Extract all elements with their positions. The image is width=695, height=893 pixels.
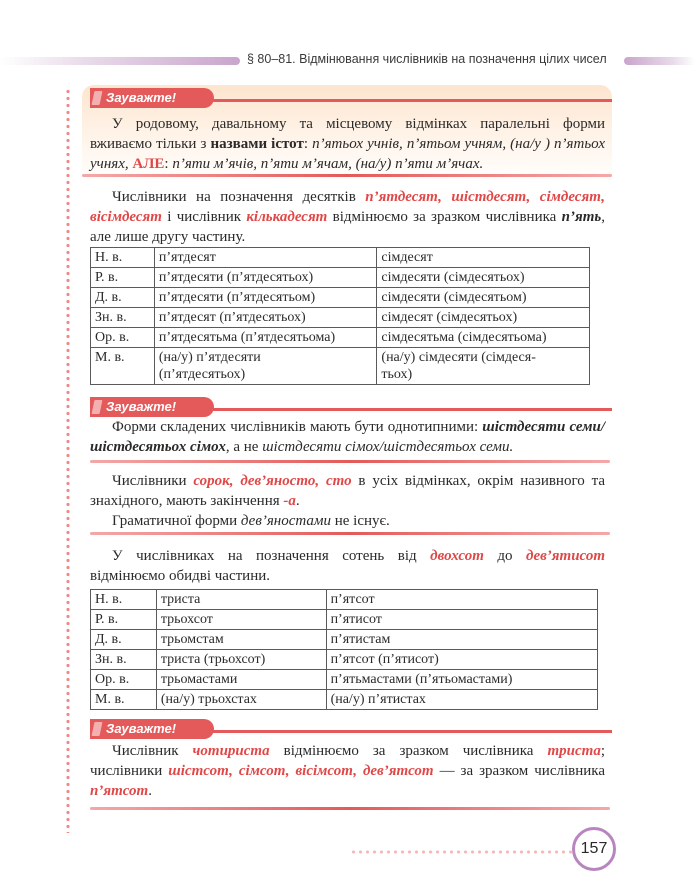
devyanostamy-paragraph: Граматичної форми дев’яностами не існує. <box>112 513 390 529</box>
note-tag-line <box>212 730 612 733</box>
form-cell: сімдесят <box>377 248 590 268</box>
form-cell: п’ятисот <box>326 610 597 630</box>
form-cell: трьохсот <box>156 610 326 630</box>
table-row <box>91 288 590 308</box>
form-cell: п’ятдесяти (п’ятдесятьом) <box>154 288 377 308</box>
form-cell: (на/у) п’ятдесяти (п’ятдесятьох) <box>154 348 377 385</box>
case-cell: Н. в. <box>91 590 157 610</box>
page-number: 157 <box>572 827 616 871</box>
form-cell: п’ятьмастами (п’ятьомастами) <box>326 670 597 690</box>
form-cell: (на/у) сімдесяти (сімдеся- тьох) <box>377 348 590 385</box>
hundreds-paragraph: У числівниках на позначення сотень від двохсот до дев’ятисот відмінюємо обидві частини. <box>90 548 605 584</box>
table-row <box>91 328 590 348</box>
tag-marker-icon <box>92 91 103 105</box>
margin-dots <box>66 88 70 833</box>
note-tag-line <box>212 408 612 411</box>
case-cell: Зн. в. <box>91 308 155 328</box>
table-row <box>91 590 598 610</box>
form-cell: п’ятсот (п’ятисот) <box>326 650 597 670</box>
form-cell: сімдесятьма (сімдесятьома) <box>377 328 590 348</box>
case-cell: М. в. <box>91 690 157 710</box>
note2-text: Форми складених числівників мають бути однотипними: шістдесяти семи/шістдесятьох сімох, а не шістдесяти сімох/шістдесятьох семи. <box>90 419 605 455</box>
table-row <box>91 308 590 328</box>
note-tag-label: Зауважте! <box>106 721 177 736</box>
case-cell: Р. в. <box>91 268 155 288</box>
table-row <box>91 268 590 288</box>
case-cell: Н. в. <box>91 248 155 268</box>
form-cell: (на/у) трьохстах <box>156 690 326 710</box>
header-rule-right <box>624 57 695 65</box>
divider <box>82 174 612 177</box>
table-row <box>91 248 590 268</box>
divider <box>90 460 610 463</box>
table-row <box>91 690 598 710</box>
note-tag-3 <box>90 719 214 739</box>
form-cell: триста <box>156 590 326 610</box>
form-cell: трьомстам <box>156 630 326 650</box>
table-row <box>91 650 598 670</box>
tag-marker-icon <box>92 400 103 414</box>
divider <box>90 532 610 535</box>
sorok-paragraph: Числівники сорок, дев’яносто, сто в усіх відмінках, окрім називного та знахідного, мають закінчення -а. <box>90 473 605 509</box>
divider <box>90 807 610 810</box>
case-cell: Р. в. <box>91 610 157 630</box>
note-tag-1 <box>90 88 214 108</box>
note-tag-2 <box>90 397 214 417</box>
section-title: § 80–81. Відмінювання числівників на позначення цілих чисел <box>247 52 607 66</box>
case-cell: М. в. <box>91 348 155 385</box>
form-cell: п’ятдесятьма (п’ятдесятьома) <box>154 328 377 348</box>
table-row <box>91 348 590 385</box>
form-cell: п’ятдесят <box>154 248 377 268</box>
form-cell: трьомастами <box>156 670 326 690</box>
note3-text: Числівник чотириста відмінюємо за зразком числівника триста; числівники шістсот, сімсот, вісімсот, дев’ятсот — за зразком числівника п’ятсот. <box>90 743 605 799</box>
tens-paragraph: Числівники на позначення десятків п’ятдесят, шістдесят, сімдесят, вісімдесят і числівник кількадесят відмінюємо за зразком числівника п’ять, але лише другу частину. <box>90 189 605 245</box>
note-tag-label: Зауважте! <box>106 90 177 105</box>
table-row <box>91 630 598 650</box>
footer-dots <box>350 850 572 854</box>
table-row <box>91 610 598 630</box>
case-cell: Зн. в. <box>91 650 157 670</box>
form-cell: (на/у) п’ятистах <box>326 690 597 710</box>
header-rule-left <box>0 57 240 65</box>
case-cell: Ор. в. <box>91 670 157 690</box>
tens-declension-table <box>90 247 590 385</box>
form-cell: сімдесяти (сімдесятьох) <box>377 268 590 288</box>
case-cell: Д. в. <box>91 630 157 650</box>
form-cell: сімдесят (сімдесятьох) <box>377 308 590 328</box>
form-cell: п’ятсот <box>326 590 597 610</box>
form-cell: п’ятдесят (п’ятдесятьох) <box>154 308 377 328</box>
case-cell: Д. в. <box>91 288 155 308</box>
case-cell: Ор. в. <box>91 328 155 348</box>
table-row <box>91 670 598 690</box>
hundreds-declension-table <box>90 589 598 710</box>
form-cell: п’ятистам <box>326 630 597 650</box>
note-tag-label: Зауважте! <box>106 399 177 414</box>
tag-marker-icon <box>92 722 103 736</box>
note1-text: У родовому, давальному та місцевому відмінках паралельні форми вживаємо тільки з назвами істот: п’ятьох учнів, п’ятьом учням, (на/у ) п’ятьох учнях, АЛЕ: п’яти м’ячів, п’яти м’ячам, (на/у) п’яти м’ячах. <box>90 116 606 172</box>
form-cell: триста (трьохсот) <box>156 650 326 670</box>
note-tag-line <box>212 99 612 102</box>
form-cell: п’ятдесяти (п’ятдесятьох) <box>154 268 377 288</box>
form-cell: сімдесяти (сімдесятьом) <box>377 288 590 308</box>
